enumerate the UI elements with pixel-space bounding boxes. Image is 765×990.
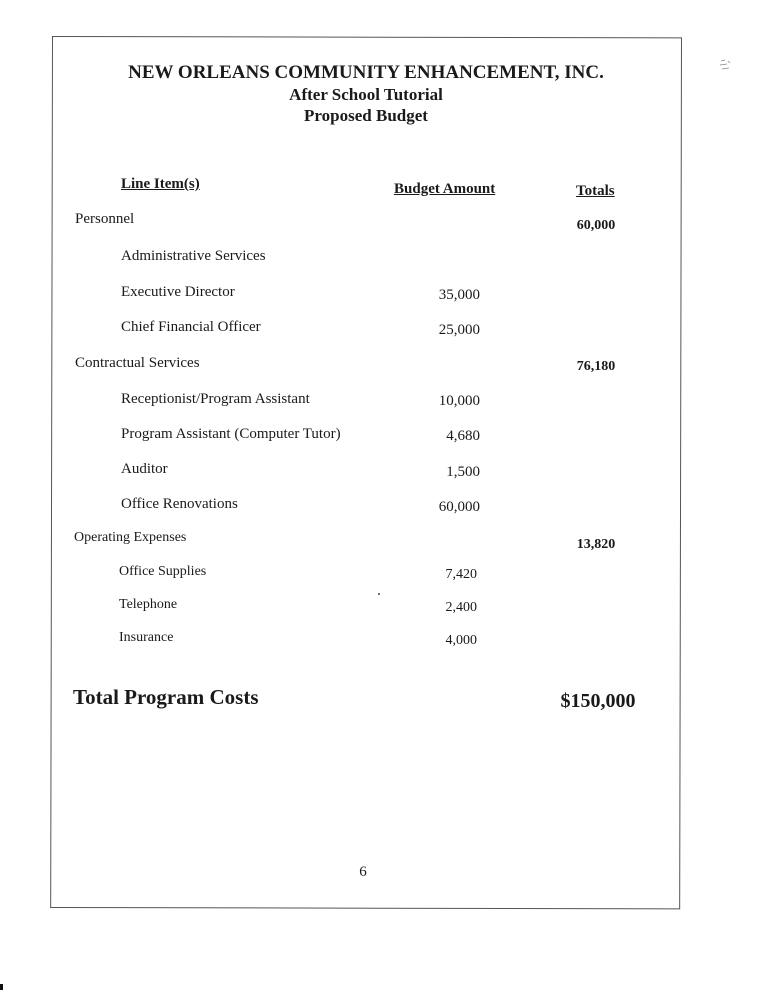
page-number: 6 — [359, 864, 367, 880]
section-contractual-services: Contractual Services — [75, 355, 200, 371]
grand-total-value: $150,000 — [560, 690, 636, 712]
column-header-totals: Totals — [576, 183, 615, 199]
line-item-amount: 7,420 — [445, 567, 477, 582]
line-item-label: Auditor — [121, 461, 168, 477]
column-header-line-items: Line Item(s) — [121, 176, 200, 192]
column-header-budget-amount: Budget Amount — [394, 181, 496, 197]
line-item-amount: 4,000 — [445, 633, 477, 648]
section-total: 13,820 — [576, 537, 616, 552]
speck — [378, 593, 380, 595]
line-item-label: Insurance — [119, 630, 174, 645]
line-item-amount: 35,000 — [438, 287, 480, 303]
line-item-label: Office Supplies — [119, 564, 207, 579]
section-total: 60,000 — [576, 218, 616, 233]
line-item-amount: 4,680 — [446, 428, 480, 444]
line-item-amount: 10,000 — [438, 393, 480, 409]
section-personnel: Personnel — [75, 211, 135, 227]
line-item-label: Program Assistant (Computer Tutor) — [121, 426, 341, 442]
grand-total-label: Total Program Costs — [73, 685, 259, 709]
section-operating-expenses: Operating Expenses — [74, 530, 187, 545]
budget-title: Proposed Budget — [304, 106, 428, 125]
organization-name: NEW ORLEANS COMMUNITY ENHANCEMENT, INC. — [128, 62, 604, 83]
section-total: 76,180 — [576, 359, 616, 374]
line-item-label: Administrative Services — [121, 248, 266, 264]
line-item-label: Executive Director — [121, 284, 235, 300]
line-item-amount: 25,000 — [438, 322, 480, 338]
line-item-label: Chief Financial Officer — [121, 319, 261, 335]
edge-mark — [0, 984, 3, 990]
line-item-amount: 60,000 — [438, 499, 480, 515]
line-item-label: Telephone — [119, 597, 178, 612]
line-item-amount: 2,400 — [445, 600, 477, 615]
line-item-label: Receptionist/Program Assistant — [121, 391, 310, 407]
line-item-label: Office Renovations — [121, 496, 238, 512]
line-item-amount: 1,500 — [446, 464, 480, 480]
scan-mark-icon — [718, 58, 732, 72]
program-name: After School Tutorial — [289, 85, 443, 104]
